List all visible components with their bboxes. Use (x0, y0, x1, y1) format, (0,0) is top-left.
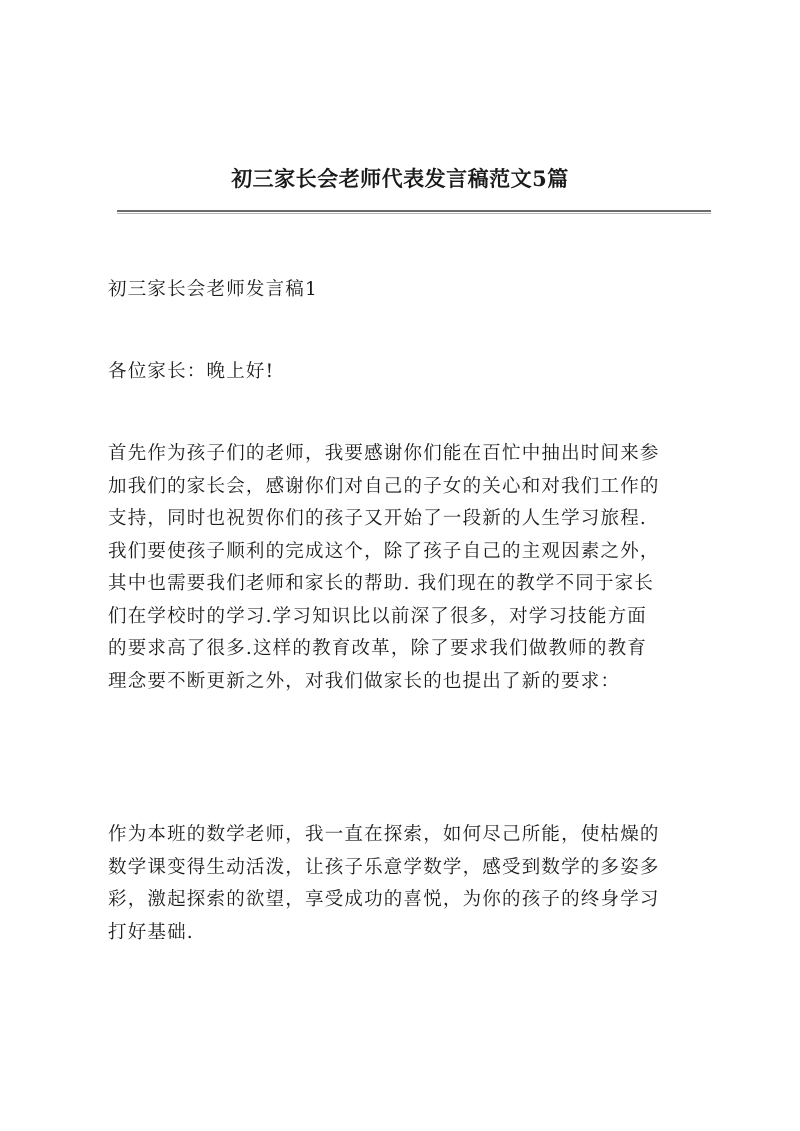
paragraph (108, 438, 708, 698)
section-heading: 初三家长会老师发言稿1 (108, 279, 318, 300)
paragraph-line: 我们要使孩子顺利的完成这个，除了孩子自己的主观因素之外， (108, 540, 660, 562)
paragraph-line: 首先作为孩子们的老师，我要感谢你们能在百忙中抽出时间来参 (108, 443, 660, 464)
paragraph-line: 加我们的家长会，感谢你们对自己的子女的关心和对我们工作的 (108, 475, 660, 497)
paragraph-line: 作为本班的数学老师，我一直在探索，如何尽己所能，使枯燥的 (108, 824, 660, 845)
paragraph-line: 彩，激起探索的欲望，享受成功的喜悦，为你的孩子的终身学习 (108, 889, 660, 910)
paragraph-line: 的要求高了很多.这样的教育改革，除了要求我们做教师的教育 (108, 638, 647, 659)
document-title: 初三家长会老师代表发言稿范文5篇 (231, 166, 569, 191)
paragraph-line: 打好基础. (108, 921, 194, 943)
greeting: 各位家长：晚上好! (108, 361, 275, 382)
paragraph-line: 支持，同时也祝贺你们的孩子又开始了一段新的人生学习旅程. (108, 508, 647, 529)
title-divider (117, 210, 711, 212)
paragraph-line: 其中也需要我们老师和家长的帮助. 我们现在的教学不同于家长 (108, 573, 655, 594)
paragraph-line: 们在学校时的学习.学习知识比以前深了很多，对学习技能方面 (108, 605, 647, 627)
paragraph (108, 819, 708, 949)
paragraph-line: 数学课变得生动活泼，让孩子乐意学数学，感受到数学的多姿多 (108, 856, 660, 878)
paragraph-line: 理念要不断更新之外，对我们做家长的也提出了新的要求： (108, 670, 621, 692)
